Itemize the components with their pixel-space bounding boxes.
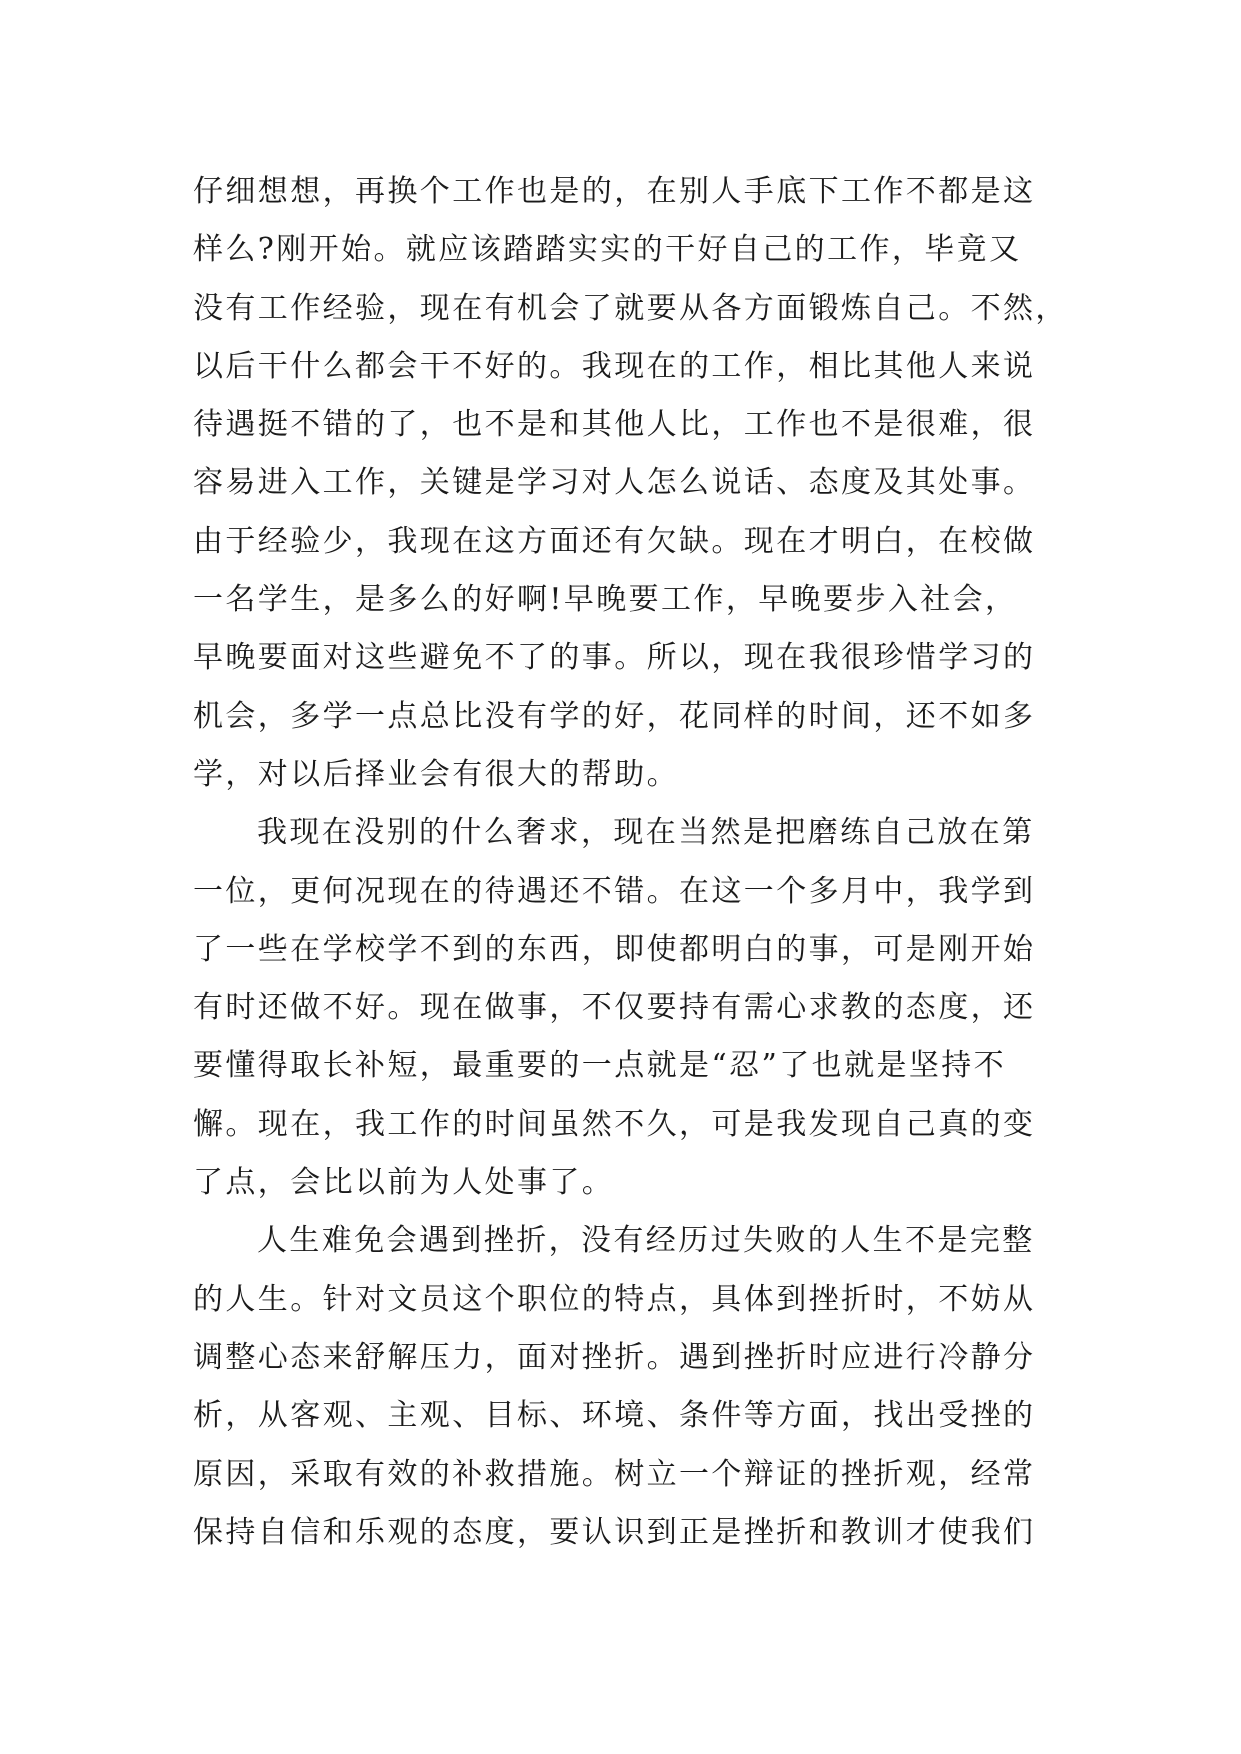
text-line: 学，对以后择业会有很大的帮助。	[193, 756, 679, 792]
paragraph-start-line: 人生难免会遇到挫折，没有经历过失败的人生不是完整	[257, 1223, 1035, 1259]
paragraph-start-line: 我现在没别的什么奢求，现在当然是把磨练自己放在第	[257, 815, 1035, 851]
text-line: 析，从客观、主观、目标、环境、条件等方面，找出受挫的	[193, 1398, 1036, 1434]
text-line: 一位，更何况现在的待遇还不错。在这一个多月中，我学到	[193, 873, 1036, 909]
text-line: 早晚要面对这些避免不了的事。所以，现在我很珍惜学习的	[193, 640, 1036, 676]
text-line: 待遇挺不错的了，也不是和其他人比，工作也不是很难，很	[193, 407, 1036, 443]
text-line: 的人生。针对文员这个职位的特点，具体到挫折时，不妨从	[193, 1281, 1036, 1317]
text-line: 一名学生，是多么的好啊!早晚要工作，早晚要步入社会，	[193, 582, 1018, 618]
text-line: 保持自信和乐观的态度，要认识到正是挫折和教训才使我们	[193, 1514, 1036, 1550]
text-line: 原因，采取有效的补救措施。树立一个辩证的挫折观，经常	[193, 1456, 1036, 1492]
text-line: 了一些在学校学不到的东西，即使都明白的事，可是刚开始	[193, 931, 1036, 967]
text-line: 仔细想想，再换个工作也是的，在别人手底下工作不都是这	[193, 174, 1036, 209]
text-line: 懈。现在，我工作的时间虽然不久，可是我发现自己真的变	[193, 1106, 1036, 1142]
text-line: 要懂得取长补短，最重要的一点就是“忍”了也就是坚持不	[193, 1048, 1007, 1084]
body-text	[193, 163, 1083, 1562]
text-line: 容易进入工作，关键是学习对人怎么说话、态度及其处事。	[193, 465, 1036, 501]
text-line: 样么?刚开始。就应该踏踏实实的干好自己的工作，毕竟又	[193, 232, 1022, 268]
text-line: 没有工作经验，现在有机会了就要从各方面锻炼自己。不然，	[193, 290, 1068, 326]
text-line: 有时还做不好。现在做事，不仅要持有需心求教的态度，还	[193, 990, 1036, 1026]
text-line: 由于经验少，我现在这方面还有欠缺。现在才明白，在校做	[193, 523, 1036, 559]
text-line: 了点，会比以前为人处事了。	[193, 1165, 615, 1201]
text-line: 以后干什么都会干不好的。我现在的工作，相比其他人来说	[193, 348, 1036, 384]
text-line: 机会，多学一点总比没有学的好，花同样的时间，还不如多	[193, 698, 1036, 734]
text-line: 调整心态来舒解压力，面对挫折。遇到挫折时应进行冷静分	[193, 1339, 1036, 1375]
